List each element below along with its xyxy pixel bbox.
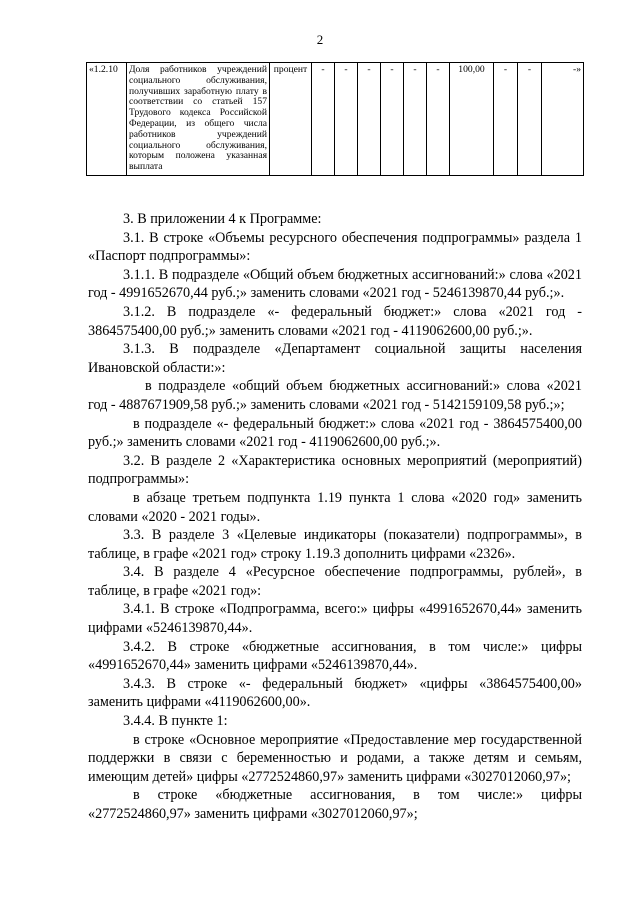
table-cell: - bbox=[427, 63, 450, 176]
paragraph: в абзаце третьем подпункта 1.19 пункта 1 слова «2020 год» заменить словами «2020 - 2021 годы». bbox=[88, 489, 582, 525]
table-cell: - bbox=[404, 63, 427, 176]
paragraph: 3.4.1. В строке «Подпрограмма, всего:» цифры «4991652670,44» заменить цифрами «5246139870,44». bbox=[88, 601, 582, 637]
table-cell: -» bbox=[542, 63, 584, 176]
paragraph: 3.4.4. В пункте 1: bbox=[123, 713, 228, 730]
paragraph: в строке «Основное мероприятие «Предоставление мер государственной поддержки в связи с беременностью и родами, а также детям и семьям, имеющим детей» цифры «2772524860,97» заменить цифрами «3027012060,97»; bbox=[88, 731, 582, 785]
paragraph: 3.2. В разделе 2 «Характеристика основных мероприятий (мероприятий) подпрограммы»: bbox=[88, 452, 582, 488]
table-cell: - bbox=[358, 63, 381, 176]
row-number: «1.2.10 bbox=[87, 63, 127, 176]
table-row bbox=[87, 63, 584, 176]
paragraph: в подразделе «общий объем бюджетных ассигнований:» слова «2021 год - 4887671909,58 руб.;» заменить словами «2021 год - 5142159109,58 руб.;»; bbox=[88, 378, 582, 413]
paragraph: в подразделе «- федеральный бюджет:» слова «2021 год - 3864575400,00 руб.;» заменить словами «2021 год - 4119062600,00 руб.;». bbox=[88, 415, 582, 451]
paragraph: в строке «бюджетные ассигнования, в том числе:» цифры «2772524860,97» заменить цифрами «3027012060,97»; bbox=[88, 787, 582, 822]
paragraph: 3.4.3. В строке «- федеральный бюджет» «цифры «3864575400,00» заменить цифрами «4119062600,00». bbox=[88, 675, 582, 711]
row-description: Доля работников учреждений социального обслуживания, получивших заработную плату в соответствии со статьей 157 Трудового кодекса Российской Федерации, из общего числа работников учреждений социального обслуживания, которым положена указанная выплата bbox=[127, 63, 270, 176]
document-body bbox=[88, 210, 582, 824]
paragraph: 3.4.2. В строке «бюджетные ассигнования, в том числе:» цифры «4991652670,44» заменить цифрами «5246139870,44». bbox=[88, 638, 582, 674]
table-cell: - bbox=[312, 63, 335, 176]
paragraph: 3.3. В разделе 3 «Целевые индикаторы (показатели) подпрограммы», в таблице, в графе «2021 год» строку 1.19.3 дополнить цифрами «2326». bbox=[88, 527, 582, 562]
page-number: 2 bbox=[316, 32, 324, 47]
paragraph: 3. В приложении 4 к Программе: bbox=[123, 211, 322, 227]
paragraph: 3.1.1. В подразделе «Общий объем бюджетных ассигнований:» слова «2021 год - 4991652670,44 руб.;» заменить словами «2021 год - 5246139870,44 руб.;». bbox=[88, 266, 582, 302]
row-unit: процент bbox=[270, 63, 312, 176]
table-cell: - bbox=[518, 63, 542, 176]
paragraph: 3.4. В разделе 4 «Ресурсное обеспечение подпрограммы, рублей», в таблице, в графе «2021 год»: bbox=[88, 564, 582, 599]
paragraph: 3.1.2. В подразделе «- федеральный бюджет:» слова «2021 год - 3864575400,00 руб.;» заменить словами «2021 год - 4119062600,00 руб.;». bbox=[88, 303, 582, 339]
indicator-table bbox=[86, 62, 584, 176]
table-cell: - bbox=[335, 63, 358, 176]
table-cell: - bbox=[381, 63, 404, 176]
table-cell: - bbox=[494, 63, 518, 176]
paragraph: 3.1. В строке «Объемы ресурсного обеспечения подпрограммы» раздела 1 «Паспорт подпрограммы»: bbox=[88, 229, 582, 265]
paragraph: 3.1.3. В подразделе «Департамент социальной защиты населения Ивановской области:»: bbox=[88, 341, 582, 376]
table-cell: 100,00 bbox=[450, 63, 494, 176]
